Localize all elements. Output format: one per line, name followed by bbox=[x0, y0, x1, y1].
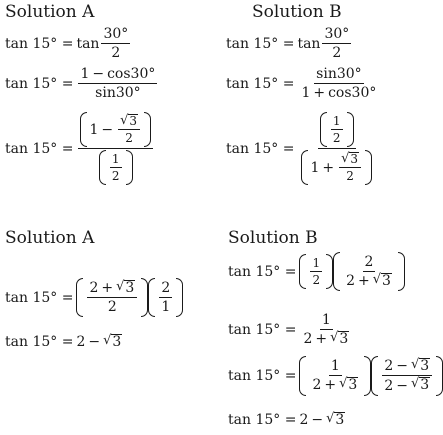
sqrt-symbol: √ 3 bbox=[330, 330, 349, 347]
denominator bbox=[310, 376, 360, 393]
parenthesis-group bbox=[301, 150, 372, 185]
tl-eq-1 bbox=[5, 26, 132, 61]
parenthesis-group bbox=[299, 356, 371, 395]
term: 2 bbox=[384, 377, 394, 394]
br-eq-1 bbox=[228, 252, 405, 291]
parenthesis-group bbox=[76, 278, 148, 317]
term: 1 bbox=[301, 85, 311, 101]
term: 2 bbox=[303, 331, 313, 348]
fraction bbox=[78, 112, 153, 185]
denominator: 2 bbox=[312, 273, 321, 288]
denominator: 2 bbox=[346, 169, 354, 184]
denominator: 2 bbox=[332, 45, 342, 61]
operator: + bbox=[324, 377, 337, 394]
operator: + bbox=[101, 280, 114, 297]
operator: + bbox=[322, 159, 335, 176]
denominator: 1 bbox=[161, 299, 171, 316]
term: 2 bbox=[384, 358, 394, 375]
denominator: 2 bbox=[332, 131, 341, 145]
br-eq-3 bbox=[228, 356, 443, 396]
term: 1 bbox=[310, 159, 320, 176]
term: cos30° bbox=[328, 85, 377, 101]
eq-lhs: tan 15° = bbox=[5, 289, 74, 306]
denominator bbox=[299, 84, 378, 101]
operator: − bbox=[311, 412, 324, 429]
numerator bbox=[382, 358, 432, 376]
term: 1 bbox=[89, 121, 99, 138]
eq-lhs: tan 15° = bbox=[228, 412, 297, 429]
operator: + bbox=[315, 331, 328, 348]
eq-lhs: tan 15° = bbox=[228, 263, 297, 280]
numerator: 1 bbox=[330, 358, 340, 375]
numerator: 30° bbox=[103, 26, 129, 42]
br-eq-4 bbox=[228, 412, 345, 428]
parenthesis-group bbox=[148, 278, 183, 317]
term: cos30° bbox=[107, 66, 156, 82]
numerator: 1 bbox=[312, 256, 321, 271]
parenthesis-group bbox=[99, 150, 133, 185]
tr-eq-1 bbox=[226, 26, 353, 61]
tr-eq-3 bbox=[226, 112, 376, 185]
br-eq-2 bbox=[228, 312, 353, 347]
fraction bbox=[382, 358, 432, 394]
sqrt-symbol: √ 3 bbox=[341, 151, 359, 166]
fraction bbox=[118, 114, 140, 145]
sqrt-symbol: √ 3 bbox=[326, 411, 345, 428]
eq-lhs: tan 15° = bbox=[5, 334, 74, 351]
numerator: 1 bbox=[332, 114, 341, 128]
tl-eq-2 bbox=[5, 66, 159, 101]
fraction bbox=[299, 66, 378, 101]
sqrt-symbol: √ 3 bbox=[120, 113, 138, 128]
sqrt-symbol: √ 3 bbox=[410, 376, 430, 394]
term: 2 bbox=[312, 377, 322, 394]
bl-eq-1 bbox=[5, 278, 183, 317]
numerator bbox=[78, 112, 153, 149]
parenthesis-group bbox=[299, 254, 333, 289]
denominator bbox=[382, 376, 432, 393]
eq-lhs: tan 15° = bbox=[226, 35, 295, 52]
fraction bbox=[301, 312, 351, 347]
term: 2 bbox=[299, 412, 309, 429]
tr-eq-2 bbox=[226, 66, 380, 101]
numerator bbox=[87, 280, 137, 298]
fraction bbox=[310, 256, 322, 287]
sqrt-symbol: √ 3 bbox=[372, 272, 391, 289]
term: 2 bbox=[76, 334, 86, 351]
sqrt-symbol: √ 3 bbox=[410, 357, 430, 374]
heading-solution-b-top: Solution B bbox=[252, 2, 342, 22]
fraction bbox=[87, 280, 137, 315]
sqrt-symbol: √ 3 bbox=[339, 376, 358, 394]
operator: + bbox=[313, 85, 326, 101]
denominator bbox=[344, 272, 394, 289]
eq-lhs: tan 15° = bbox=[5, 35, 74, 52]
denominator: 2 bbox=[125, 131, 133, 146]
fraction bbox=[322, 26, 351, 61]
heading-solution-a-top: Solution A bbox=[5, 2, 95, 22]
parenthesis-group bbox=[80, 112, 151, 147]
numerator: 30° bbox=[324, 26, 350, 42]
numerator: 2 bbox=[161, 280, 171, 297]
fraction bbox=[331, 114, 343, 145]
eq-lhs: tan 15° = bbox=[5, 140, 74, 157]
numerator: 2 bbox=[364, 254, 374, 270]
fraction bbox=[159, 280, 172, 315]
term: 1 bbox=[80, 66, 90, 82]
operator: − bbox=[396, 358, 408, 375]
fraction bbox=[344, 254, 394, 289]
operator: − bbox=[88, 334, 101, 351]
denominator: sin30° bbox=[95, 85, 141, 101]
bl-eq-2 bbox=[5, 334, 122, 350]
term: 2 bbox=[89, 280, 99, 297]
parenthesis-group bbox=[320, 112, 354, 147]
denominator bbox=[299, 149, 374, 185]
numerator bbox=[118, 114, 140, 130]
fraction bbox=[339, 152, 361, 183]
sqrt-symbol: √ 3 bbox=[116, 279, 135, 296]
eq-lhs: tan 15° = bbox=[226, 75, 295, 92]
parenthesis-group bbox=[333, 252, 405, 291]
denominator: 2 bbox=[107, 299, 117, 316]
numerator bbox=[339, 152, 361, 168]
fraction bbox=[299, 112, 374, 185]
numerator: 1 bbox=[111, 152, 120, 167]
numerator: sin30° bbox=[316, 66, 362, 82]
operator: + bbox=[358, 273, 370, 290]
fraction bbox=[110, 152, 122, 183]
heading-solution-b-bottom: Solution B bbox=[228, 228, 318, 248]
sqrt-symbol: √ 3 bbox=[103, 333, 122, 350]
numerator bbox=[318, 112, 356, 149]
denominator bbox=[97, 149, 135, 185]
eq-lhs: tan 15° = bbox=[5, 75, 74, 92]
denominator bbox=[301, 330, 351, 347]
tl-eq-3 bbox=[5, 112, 155, 185]
fraction bbox=[310, 358, 360, 393]
eq-lhs: tan 15° = bbox=[228, 367, 297, 384]
eq-lhs: tan 15° = bbox=[226, 140, 295, 157]
operator: − bbox=[396, 377, 408, 394]
eq-lhs: tan 15° = bbox=[228, 321, 297, 338]
heading-solution-a-bottom: Solution A bbox=[5, 228, 95, 248]
numerator: 1 bbox=[321, 312, 331, 328]
denominator: 2 bbox=[111, 169, 120, 184]
fraction bbox=[101, 26, 130, 61]
term: 2 bbox=[346, 273, 355, 290]
tan-label: tan bbox=[76, 35, 100, 52]
operator: − bbox=[101, 121, 114, 138]
tan-label: tan bbox=[297, 35, 321, 52]
numerator bbox=[78, 66, 157, 84]
fraction bbox=[78, 66, 157, 101]
denominator: 2 bbox=[111, 45, 121, 61]
parenthesis-group bbox=[371, 356, 443, 396]
operator: − bbox=[92, 66, 105, 82]
